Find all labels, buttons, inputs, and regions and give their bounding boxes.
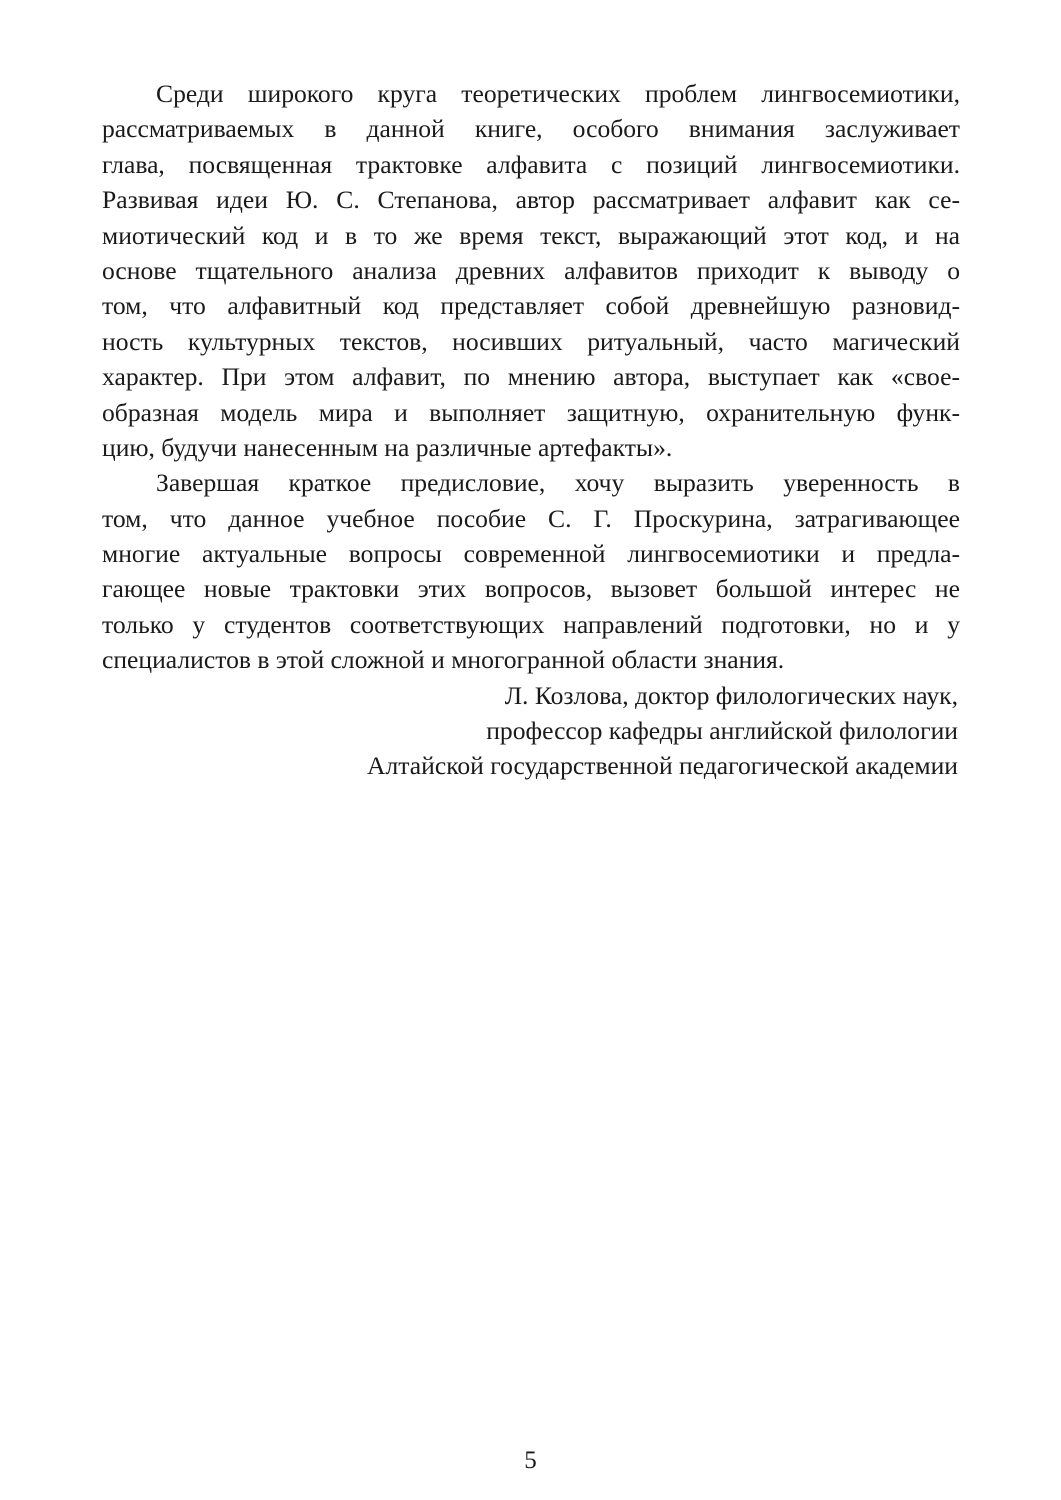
- text-line: миотический код и в то же время текст, выражающий этот код, и на: [102, 220, 960, 250]
- text-line: специалистов в этой сложной и многогранной области знания.: [102, 645, 785, 675]
- signature-institution: Алтайской государственной педагогической академии: [367, 751, 958, 781]
- text-line: образная модель мира и выполняет защитную, охранительную функ-: [102, 397, 960, 427]
- text-line: том, что алфавитный код представляет собой древнейшую разновид-: [102, 291, 960, 321]
- signature-position: профессор кафедры английской филологии: [486, 716, 958, 746]
- text-line: Завершая краткое предисловие, хочу выразить уверенность в: [156, 468, 960, 498]
- text-line: гающее новые трактовки этих вопросов, вызовет большой интерес не: [102, 574, 960, 604]
- text-line: цию, будучи нанесенным на различные артефакты».: [102, 432, 673, 462]
- text-line: Среди широкого круга теоретических проблем лингвосемиотики,: [156, 79, 960, 108]
- signature-block: [102, 678, 960, 784]
- text-line: многие актуальные вопросы современной лингвосемиотики и предла-: [102, 539, 960, 569]
- signature-author: Л. Козлова, доктор филологических наук,: [504, 680, 958, 710]
- paragraph-1: [102, 76, 960, 465]
- text-line: рассматриваемых в данной книге, особого внимания заслуживает: [102, 114, 960, 144]
- page-number: 5: [524, 1447, 537, 1474]
- body-text: [102, 76, 960, 784]
- text-line: ность культурных текстов, носивших ритуальный, часто магический: [102, 326, 960, 356]
- text-line: том, что данное учебное пособие С. Г. Проскурина, затрагивающее: [102, 503, 960, 533]
- text-line: Развивая идеи Ю. С. Степанова, автор рассматривает алфавит как се-: [102, 185, 960, 215]
- text-line: характер. При этом алфавит, по мнению автора, выступает как «свое-: [102, 362, 960, 392]
- paragraph-2: [102, 465, 960, 677]
- text-line: основе тщательного анализа древних алфавитов приходит к выводу о: [102, 255, 960, 285]
- text-line: глава, посвященная трактовке алфавита с позиций лингвосемиотики.: [102, 149, 960, 179]
- text-line: только у студентов соответствующих направлений подготовки, но и у: [102, 609, 960, 639]
